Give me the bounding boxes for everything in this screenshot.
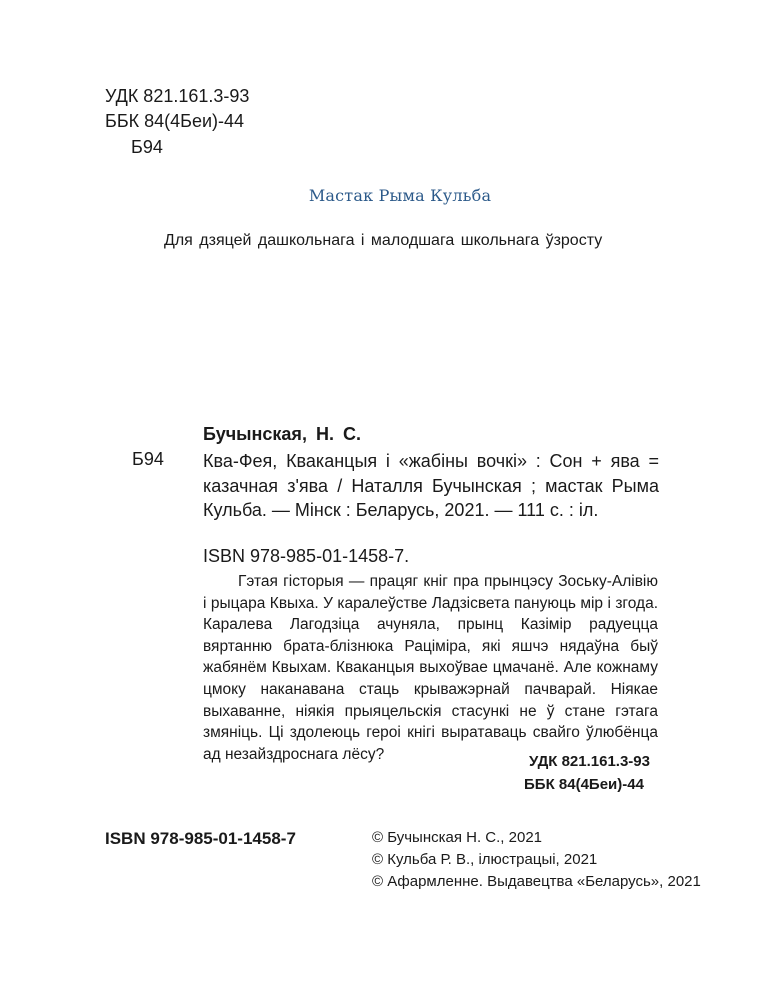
catalog-author: Бучынская, Н. С. — [203, 424, 361, 444]
udk-code: УДК 821.161.3-93 — [105, 86, 250, 106]
copyright-list — [372, 827, 701, 893]
catalog-title-description: Ква-Фея, Кваканцыя і «жабіны вочкі» : Сон + ява = казачная з'ява / Наталля Бучынская ; мастак Рыма Кульба. — Мінск : Беларусь, 2021. — 111 с. : іл. — [203, 451, 659, 520]
copyright-author: © Бучынская Н. С., 2021 — [372, 829, 543, 846]
catalog-author-mark: Б94 — [132, 449, 164, 469]
annotation-text: Гэтая гісторыя — працяг кніг пра прынцэсу Зоську-Алівію і рыцара Квыха. У каралеўстве Ладзісвета пануюць мір і згода. Каралева Лагодзіца ачуняла, прынц Казімір радуецца вяртанню брата-блізнюка Раціміра, які яшчэ нядаўна быў жабянём Квыхам. Кваканцыя выхоўвае цмачанё. Але кожнаму цмоку наканавана стаць крыважэрнай пачварай. Ніякае выхаванне, ніякія прыяцельскія стасункі не ў стане гэтага змяніць. Ці здолеюць героі кнігі выратаваць свайго ўлюбёнца ад незайздроснага лёсу? — [203, 573, 658, 763]
isbn-bottom: ISBN 978-985-01-1458-7 — [105, 829, 296, 848]
copyright-publisher: © Афармленне. Выдавецтва «Беларусь», 2021 — [372, 873, 701, 890]
bottom-udk-code: УДК 821.161.3-93 — [529, 753, 650, 770]
catalog-isbn: ISBN 978-985-01-1458-7. — [203, 546, 410, 566]
bbk-code: ББК 84(4Беи)-44 — [105, 111, 245, 131]
bottom-bbk-code: ББК 84(4Беи)-44 — [524, 776, 644, 793]
illustrator-credit: Мастак Рыма Кульба — [308, 186, 492, 205]
author-mark: Б94 — [131, 137, 163, 157]
copyright-illustrator: © Кульба Р. В., ілюстрацыі, 2021 — [372, 851, 598, 868]
audience-note: Для дзяцей дашкольнага і малодшага школьнага ўзросту — [164, 232, 603, 249]
